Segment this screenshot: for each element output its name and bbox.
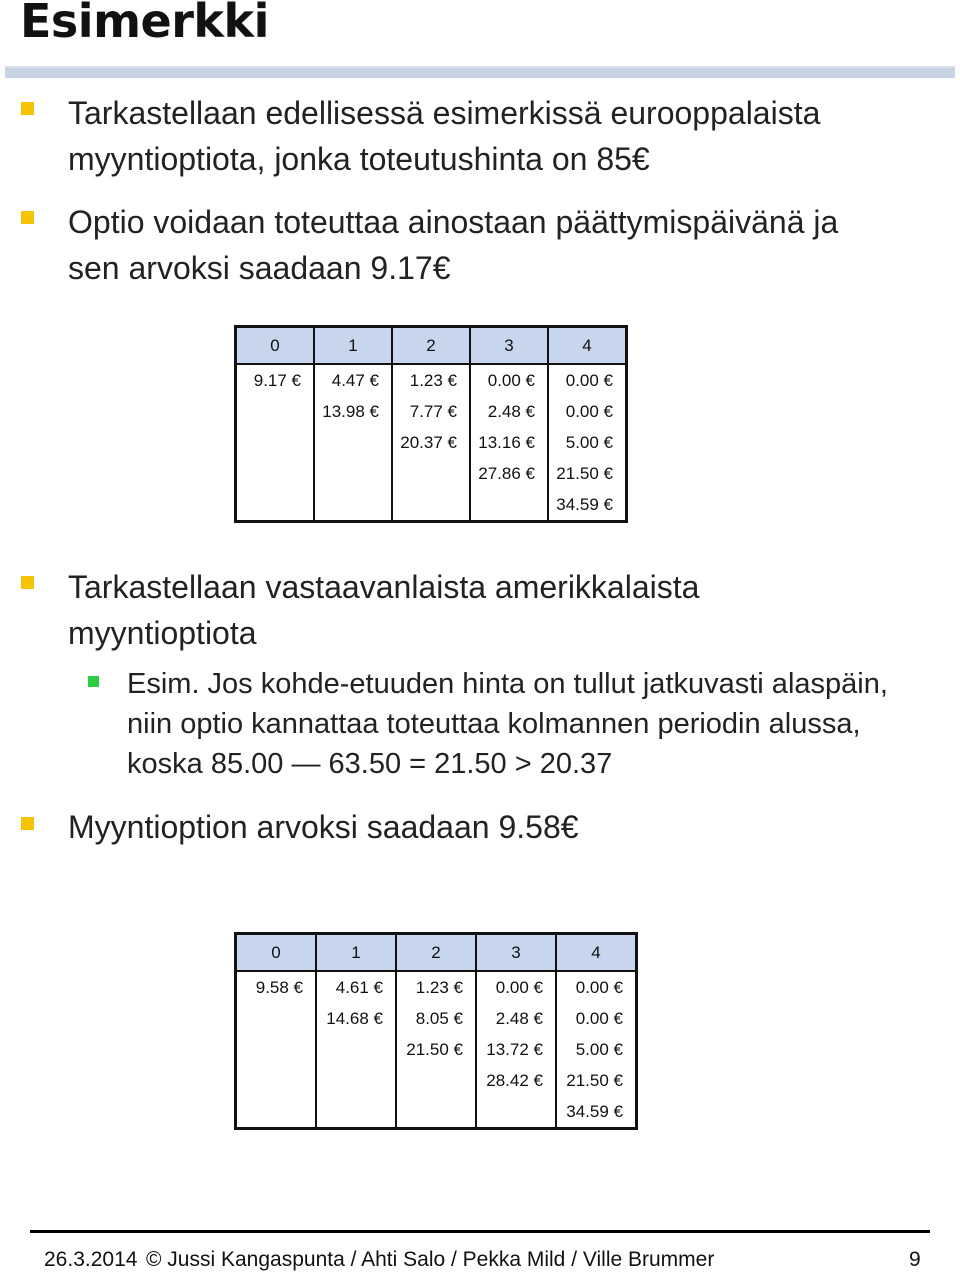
table-cell: 21.50 € — [548, 458, 627, 489]
table-cell: 21.50 € — [396, 1034, 476, 1065]
bullet-square-icon — [21, 576, 34, 589]
table-cell — [396, 1096, 476, 1129]
table-cell: 13.98 € — [314, 396, 392, 427]
bullet-text: Tarkastellaan edellisessä esimerkissä eurooppalaista — [68, 95, 821, 131]
bullet-square-icon — [21, 102, 34, 115]
bullet-text: sen arvoksi saadaan 9.17€ — [68, 250, 451, 286]
table-header-cell: 1 — [316, 934, 396, 972]
table-cell: 34.59 € — [556, 1096, 637, 1129]
table-cell — [236, 427, 315, 458]
table-cell: 0.00 € — [556, 1003, 637, 1034]
table-header-cell: 0 — [236, 327, 315, 365]
table-cell: 4.47 € — [314, 364, 392, 396]
bullet-square-icon — [21, 817, 34, 830]
page-title: Esimerkki — [20, 0, 269, 48]
table-header-row — [236, 327, 627, 365]
footer-divider — [30, 1230, 930, 1233]
table-cell — [236, 396, 315, 427]
table-cell: 1.23 € — [392, 364, 470, 396]
table-cell — [236, 1003, 317, 1034]
table-cell: 28.42 € — [476, 1065, 556, 1096]
table-row — [236, 489, 627, 522]
table-header-cell: 3 — [476, 934, 556, 972]
table-cell: 0.00 € — [556, 971, 637, 1003]
table-cell: 21.50 € — [556, 1065, 637, 1096]
table-cell — [314, 427, 392, 458]
bullet-square-icon — [21, 211, 34, 224]
table-cell: 2.48 € — [476, 1003, 556, 1034]
table-cell: 0.00 € — [476, 971, 556, 1003]
table-cell — [314, 458, 392, 489]
table-cell: 7.77 € — [392, 396, 470, 427]
sub-bullet-square-icon — [88, 676, 99, 687]
table-cell — [470, 489, 548, 522]
table-header-cell: 1 — [314, 327, 392, 365]
footer-copyright: © Jussi Kangaspunta / Ahti Salo / Pekka Mild / Ville Brummer — [146, 1248, 715, 1271]
table-cell — [236, 458, 315, 489]
sub-bullet-text: Esim. Jos kohde-etuuden hinta on tullut jatkuvasti alaspäin, — [127, 668, 888, 700]
table-cell — [316, 1034, 396, 1065]
footer-date: 26.3.2014 — [44, 1248, 138, 1271]
table-cell: 13.72 € — [476, 1034, 556, 1065]
table-header-row — [236, 934, 637, 972]
binomial-lattice-table-european — [234, 325, 628, 523]
table-cell — [236, 1096, 317, 1129]
table-cell — [236, 1065, 317, 1096]
table-row — [236, 1096, 637, 1129]
table-header-cell: 4 — [548, 327, 627, 365]
table-cell: 1.23 € — [396, 971, 476, 1003]
table-cell: 8.05 € — [396, 1003, 476, 1034]
table-cell — [392, 458, 470, 489]
table-row — [236, 396, 627, 427]
table-header-cell: 0 — [236, 934, 317, 972]
table-cell: 5.00 € — [548, 427, 627, 458]
table-header-cell: 4 — [556, 934, 637, 972]
table-cell: 13.16 € — [470, 427, 548, 458]
bullet-text: Myyntioption arvoksi saadaan 9.58€ — [68, 809, 579, 845]
table-cell — [236, 1034, 317, 1065]
table-cell — [236, 489, 315, 522]
table-header-cell: 3 — [470, 327, 548, 365]
table-cell — [314, 489, 392, 522]
sub-bullet-text: koska 85.00 — 63.50 = 21.50 > 20.37 — [127, 748, 613, 780]
table-cell: 9.58 € — [236, 971, 317, 1003]
table-cell: 4.61 € — [316, 971, 396, 1003]
bullet-text: Optio voidaan toteuttaa ainostaan päättymispäivänä ja — [68, 204, 839, 240]
sub-bullet-text: niin optio kannattaa toteuttaa kolmannen periodin alussa, — [127, 708, 861, 740]
table-cell — [316, 1096, 396, 1129]
table-cell: 0.00 € — [548, 364, 627, 396]
table-header-cell: 2 — [396, 934, 476, 972]
table-cell: 0.00 € — [470, 364, 548, 396]
table-header-cell: 2 — [392, 327, 470, 365]
table-cell — [476, 1096, 556, 1129]
table-row — [236, 971, 637, 1003]
table-cell: 14.68 € — [316, 1003, 396, 1034]
bullet-text: myyntioptiota, jonka toteutushinta on 85€ — [68, 141, 650, 177]
footer-page-number: 9 — [909, 1248, 921, 1271]
table-cell — [316, 1065, 396, 1096]
table-cell: 2.48 € — [470, 396, 548, 427]
title-divider — [5, 66, 955, 78]
table-cell — [396, 1065, 476, 1096]
table-cell: 20.37 € — [392, 427, 470, 458]
table-row — [236, 458, 627, 489]
table-cell: 0.00 € — [548, 396, 627, 427]
binomial-lattice-table-american — [234, 932, 638, 1130]
bullet-text: Tarkastellaan vastaavanlaista amerikkalaista — [68, 569, 700, 605]
table-cell — [392, 489, 470, 522]
table-cell: 34.59 € — [548, 489, 627, 522]
table-row — [236, 1003, 637, 1034]
table-row — [236, 364, 627, 396]
table-row — [236, 1065, 637, 1096]
table-cell: 9.17 € — [236, 364, 315, 396]
table-row — [236, 1034, 637, 1065]
table-cell: 27.86 € — [470, 458, 548, 489]
bullet-text: myyntioptiota — [68, 615, 257, 651]
table-cell: 5.00 € — [556, 1034, 637, 1065]
table-row — [236, 427, 627, 458]
